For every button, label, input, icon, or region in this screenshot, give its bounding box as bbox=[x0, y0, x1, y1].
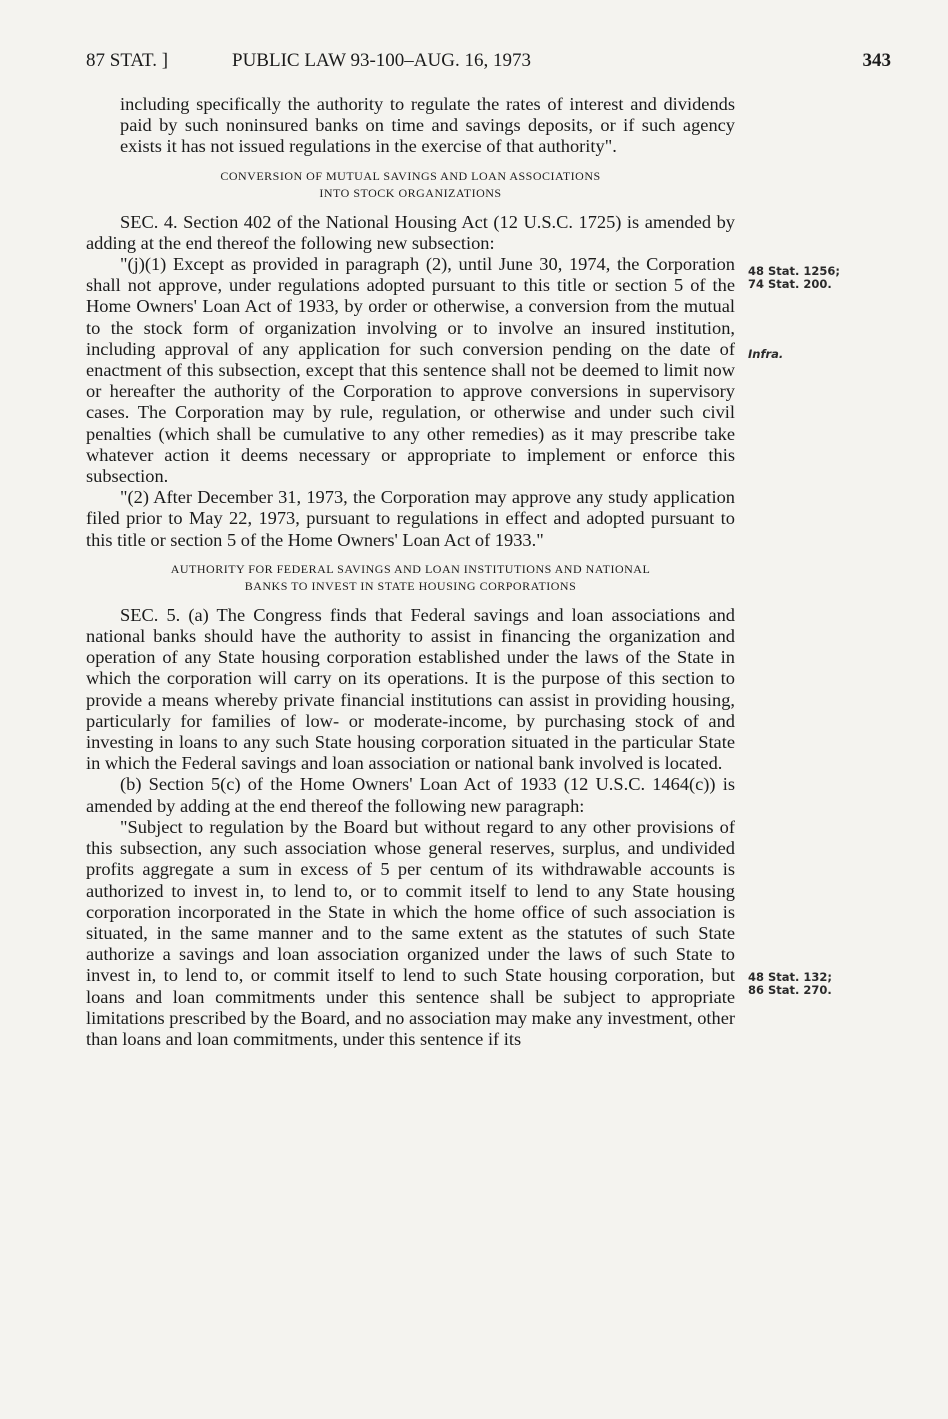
continued-paragraph: including specifically the authority to regulate the rates of interest and dividends paid by such noninsured banks on time and savings deposits, or if such agency exists it has not issued regulations in the exercise of that authority". bbox=[120, 94, 735, 157]
section-5b: (b) Section 5(c) of the Home Owners' Loan Act of 1933 (12 U.S.C. 1464(c)) is amended by adding at the end thereof the following new paragraph: bbox=[86, 774, 735, 816]
page-number: 343 bbox=[862, 50, 891, 71]
section-heading-conversion: CONVERSION OF MUTUAL SAVINGS AND LOAN ASSOCIATIONS INTO STOCK ORGANIZATIONS bbox=[220, 168, 601, 200]
subsection-j1: "(j)(1) Except as provided in paragraph (2), until June 30, 1974, the Corporation shall not approve, under regulations adopted pursuant to this title or section 5 of the Home Owners' Loan Act of 1933, by order or otherwise, a conversion from the mutual to the stock form of organization involving or to involve an insured institution, including approval of any application for such conversion pending on the date of enactment of this subsection, except that this sentence shall not be deemed to limit now or hereafter the authority of the Corporation to approve conversions in supervisory cases. The Corporation may by rule, regulation, or otherwise and under such civil penalties (which shall be cumulative to any other remedies) as it may prescribe take whatever action it deems necessary or appropriate to implement or enforce this subsection. bbox=[86, 254, 735, 487]
section-heading-authority: AUTHORITY FOR FEDERAL SAVINGS AND LOAN INSTITUTIONS AND NATIONAL BANKS TO INVEST IN STATE HOUSING CORPORATIONS bbox=[170, 561, 651, 593]
volume-reference: 87 STAT. ] bbox=[86, 50, 169, 71]
running-title: PUBLIC LAW 93-100–AUG. 16, 1973 bbox=[232, 50, 531, 71]
margin-citation-2: 48 Stat. 132; 86 Stat. 270. bbox=[748, 970, 833, 997]
margin-citation-1: 48 Stat. 1256; 74 Stat. 200. bbox=[748, 264, 841, 291]
page-header bbox=[86, 50, 891, 80]
margin-citation-infra: Infra. bbox=[748, 347, 784, 361]
subsection-j2: "(2) After December 31, 1973, the Corporation may approve any study application filed prior to May 22, 1973, pursuant to regulations in effect and adopted pursuant to this title or section 5 of the Home Owners' Loan Act of 1933." bbox=[86, 487, 735, 550]
section-5a: SEC. 5. (a) The Congress finds that Federal savings and loan associations and national banks should have the authority to assist in financing the organization and operation of any State housing corporation established under the laws of the State in which the corporation will carry on its operations. It is the purpose of this section to provide a means whereby private financial institutions can assist in providing housing, particularly for families of low- or moderate-income, by purchasing stock of and investing in loans to any such State housing corporation situated in the particular State in which the Federal savings and loan association or national bank involved is located. bbox=[86, 604, 735, 774]
section-4-intro: SEC. 4. Section 402 of the National Housing Act (12 U.S.C. 1725) is amended by adding at the end thereof the following new subsection: bbox=[86, 211, 735, 253]
section-5b-quote: "Subject to regulation by the Board but without regard to any other provisions of this subsection, any such association whose general reserves, surplus, and undivided profits aggregate a sum in excess of 5 per centum of its withdrawable accounts is authorized to invest in, to lend to, or to commit itself to lend to any State housing corporation incorporated in the State in which the home office of such association is situated, in the same manner and to the same extent as the statutes of such State authorize a savings and loan association organized under the laws of such State to invest in, to lend to, or commit itself to lend to such State housing corporation, but loans and loan commitments under this sentence shall be subject to appropriate limitations prescribed by the Board, and no association may make any investment, other than loans and loan commitments, under this sentence if its bbox=[86, 816, 735, 1049]
body-text bbox=[86, 94, 735, 1050]
